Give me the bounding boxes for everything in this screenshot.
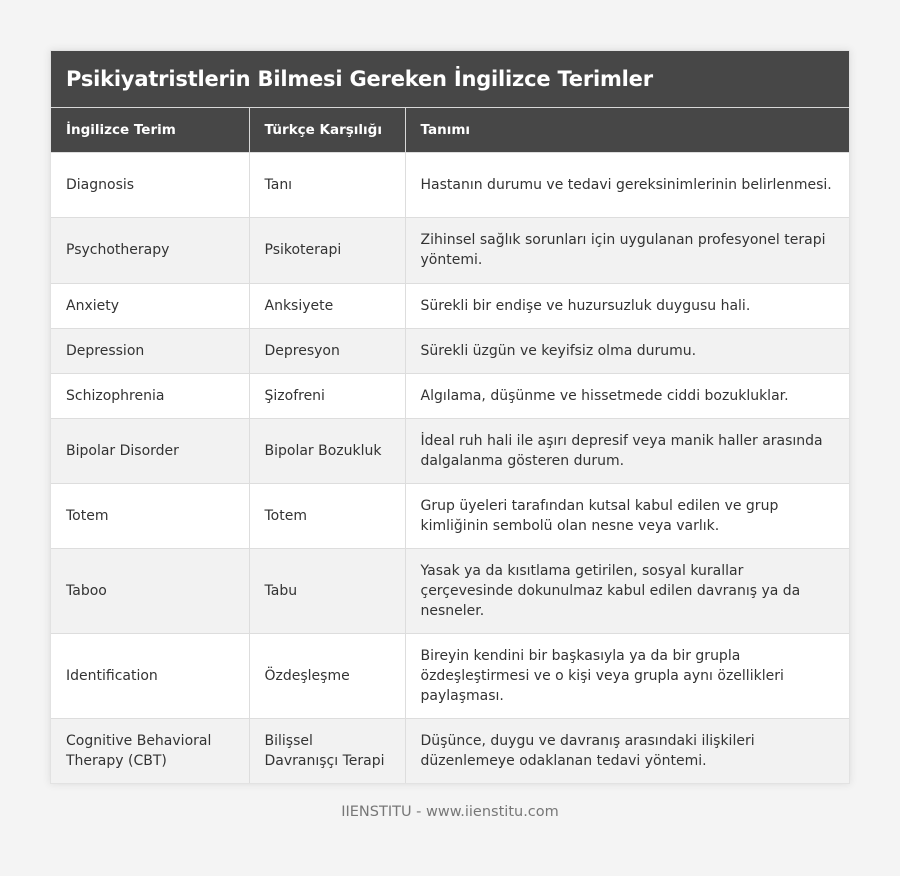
- cell-definition: Sürekli üzgün ve keyifsiz olma durumu.: [405, 328, 849, 373]
- cell-definition: Hastanın durumu ve tedavi gereksinimlerinin belirlenmesi.: [405, 152, 849, 217]
- terms-table: [51, 108, 849, 783]
- table-row: [51, 328, 849, 373]
- cell-turkish-equivalent: Bipolar Bozukluk: [249, 418, 405, 483]
- cell-definition: İdeal ruh hali ile aşırı depresif veya manik haller arasında dalgalanma gösteren durum.: [405, 418, 849, 483]
- cell-turkish-equivalent: Özdeşleşme: [249, 633, 405, 718]
- cell-definition: Grup üyeleri tarafından kutsal kabul edilen ve grup kimliğinin sembolü olan nesne veya varlık.: [405, 483, 849, 548]
- table-row: [51, 483, 849, 548]
- terms-table-card: [50, 50, 850, 784]
- cell-english-term: Taboo: [51, 548, 249, 633]
- cell-turkish-equivalent: Depresyon: [249, 328, 405, 373]
- table-header-row: [51, 108, 849, 152]
- table-row: [51, 217, 849, 283]
- table-row: [51, 548, 849, 633]
- cell-definition: Yasak ya da kısıtlama getirilen, sosyal kurallar çerçevesinde dokunulmaz kabul edilen davranış ya da nesneler.: [405, 548, 849, 633]
- cell-english-term: Anxiety: [51, 283, 249, 328]
- table-row: [51, 152, 849, 217]
- cell-english-term: Schizophrenia: [51, 373, 249, 418]
- table-row: [51, 418, 849, 483]
- cell-turkish-equivalent: Psikoterapi: [249, 217, 405, 283]
- cell-english-term: Psychotherapy: [51, 217, 249, 283]
- footer-credit: IIENSTITU - www.iienstitu.com: [341, 804, 559, 820]
- cell-turkish-equivalent: Anksiyete: [249, 283, 405, 328]
- table-title: Psikiyatristlerin Bilmesi Gereken İngilizce Terimler: [51, 51, 849, 108]
- cell-english-term: Totem: [51, 483, 249, 548]
- cell-definition: Zihinsel sağlık sorunları için uygulanan profesyonel terapi yöntemi.: [405, 217, 849, 283]
- cell-turkish-equivalent: Şizofreni: [249, 373, 405, 418]
- column-header-turkish-equivalent: Türkçe Karşılığı: [249, 108, 405, 152]
- cell-english-term: Depression: [51, 328, 249, 373]
- table-row: [51, 633, 849, 718]
- column-header-english-term: İngilizce Terim: [51, 108, 249, 152]
- table-row: [51, 718, 849, 783]
- cell-definition: Sürekli bir endişe ve huzursuzluk duygusu hali.: [405, 283, 849, 328]
- table-row: [51, 283, 849, 328]
- cell-english-term: Diagnosis: [51, 152, 249, 217]
- table-row: [51, 373, 849, 418]
- cell-english-term: Identification: [51, 633, 249, 718]
- cell-turkish-equivalent: Bilişsel Davranışçı Terapi: [249, 718, 405, 783]
- cell-english-term: Bipolar Disorder: [51, 418, 249, 483]
- cell-definition: Düşünce, duygu ve davranış arasındaki ilişkileri düzenlemeye odaklanan tedavi yöntemi.: [405, 718, 849, 783]
- cell-turkish-equivalent: Tabu: [249, 548, 405, 633]
- cell-turkish-equivalent: Totem: [249, 483, 405, 548]
- column-header-definition: Tanımı: [405, 108, 849, 152]
- cell-definition: Bireyin kendini bir başkasıyla ya da bir grupla özdeşleştirmesi ve o kişi veya grupla aynı özellikleri paylaşması.: [405, 633, 849, 718]
- cell-english-term: Cognitive Behavioral Therapy (CBT): [51, 718, 249, 783]
- cell-turkish-equivalent: Tanı: [249, 152, 405, 217]
- cell-definition: Algılama, düşünme ve hissetmede ciddi bozukluklar.: [405, 373, 849, 418]
